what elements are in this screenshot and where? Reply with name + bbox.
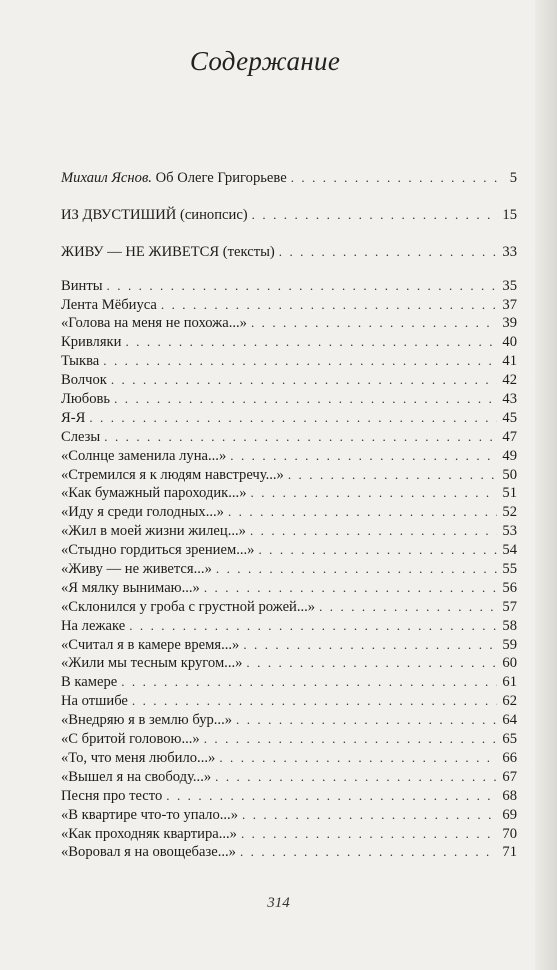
dot-leader xyxy=(111,371,497,390)
toc-entry-title: «Воровал я на овощебазе...» xyxy=(61,844,236,861)
dot-leader xyxy=(228,503,497,522)
toc-entry[interactable] xyxy=(61,541,517,560)
toc-entry-title: Любовь xyxy=(61,391,111,408)
toc-entry-page: 51 xyxy=(502,485,517,502)
toc-entry-page: 57 xyxy=(502,598,517,615)
page-edge xyxy=(535,0,557,970)
toc-entry[interactable] xyxy=(61,390,517,409)
dot-leader xyxy=(219,749,497,768)
dot-leader xyxy=(161,296,497,315)
toc-entry-title: Винты xyxy=(61,277,103,294)
dot-leader xyxy=(241,825,497,844)
dot-leader xyxy=(166,787,497,806)
toc-entry[interactable] xyxy=(61,371,517,390)
toc-entry[interactable] xyxy=(61,503,517,522)
toc-entry-page: 45 xyxy=(502,409,517,426)
toc-entry-title: «Живу — не живется...» xyxy=(61,561,212,578)
toc-entry-page: 61 xyxy=(502,674,517,691)
dot-leader xyxy=(251,484,498,503)
toc-entry-title: Об Олеге Григорьеве xyxy=(151,170,287,186)
toc-entry[interactable] xyxy=(61,654,517,673)
toc-entry-page: 62 xyxy=(502,693,517,710)
toc-entry-page: 50 xyxy=(502,466,517,483)
toc-entry-page: 35 xyxy=(502,277,517,294)
dot-leader xyxy=(240,843,497,862)
toc-entry-page: 56 xyxy=(502,579,517,596)
dot-leader xyxy=(204,730,497,749)
toc-entry-title: Тыква xyxy=(61,353,100,370)
toc-entry-page: 15 xyxy=(502,206,517,223)
toc-entry-title: «Склонился у гроба с грустной рожей...» xyxy=(61,598,316,615)
toc-entry[interactable] xyxy=(61,484,517,503)
toc-entry-page: 65 xyxy=(502,731,517,748)
toc-entry[interactable] xyxy=(61,711,517,730)
toc-entry[interactable] xyxy=(61,843,517,862)
toc-entry[interactable] xyxy=(61,692,517,711)
dot-leader xyxy=(236,711,497,730)
dot-leader xyxy=(319,598,497,617)
toc-entry-title: «Солнце заменила луна...» xyxy=(61,447,227,464)
toc-entry-title: В камере xyxy=(61,674,118,691)
toc-entry-title: «В квартире что-то упало...» xyxy=(61,806,239,823)
toc-entry-title: Кривляки xyxy=(61,334,122,351)
toc-entry-title: «Стыдно гордиться зрением...» xyxy=(61,542,255,559)
toc-entry-page: 49 xyxy=(502,447,517,464)
toc-entry-author: Михаил Яснов. xyxy=(61,170,152,186)
toc-entry-page: 54 xyxy=(502,542,517,559)
toc-entry-title: Песня про тесто xyxy=(61,787,163,804)
toc-entry-page: 55 xyxy=(502,561,517,578)
toc-entry-page: 68 xyxy=(502,787,517,804)
toc-entry-title: «С бритой головою...» xyxy=(61,731,200,748)
dot-leader xyxy=(252,206,497,225)
toc-entry[interactable] xyxy=(61,169,517,188)
toc-entry-page: 37 xyxy=(502,296,517,313)
toc-entry[interactable] xyxy=(61,296,517,315)
toc-entry[interactable] xyxy=(61,409,517,428)
toc-entry-page: 64 xyxy=(502,712,517,729)
dot-leader xyxy=(114,390,497,409)
toc-entry[interactable] xyxy=(61,825,517,844)
toc-entry-title: Слезы xyxy=(61,428,101,445)
dot-leader xyxy=(242,806,497,825)
toc-entry-page: 43 xyxy=(502,391,517,408)
dot-leader xyxy=(129,617,497,636)
toc-entry-title: «Стремился я к людям навстречу...» xyxy=(61,466,284,483)
dot-leader xyxy=(121,673,497,692)
toc-entry[interactable] xyxy=(61,730,517,749)
dot-leader xyxy=(246,654,497,673)
toc-entry[interactable] xyxy=(61,598,517,617)
dot-leader xyxy=(251,314,497,333)
dot-leader xyxy=(288,466,497,485)
toc-entry[interactable] xyxy=(61,277,517,296)
toc-entry[interactable] xyxy=(61,352,517,371)
toc-entry-page: 53 xyxy=(502,523,517,540)
toc-entry-title: На отшибе xyxy=(61,693,128,710)
toc-entry-page: 40 xyxy=(502,334,517,351)
toc-entry-page: 70 xyxy=(502,825,517,842)
toc-entry-page: 39 xyxy=(502,315,517,332)
toc-entry-page: 42 xyxy=(502,372,517,389)
dot-leader xyxy=(104,428,497,447)
toc-entry[interactable] xyxy=(61,447,517,466)
dot-leader xyxy=(279,243,497,262)
dot-leader xyxy=(107,277,497,296)
toc-entry-title: «Как бумажный пароходик...» xyxy=(61,485,247,502)
toc-entry-page: 47 xyxy=(502,428,517,445)
page-number: 314 xyxy=(267,895,290,911)
toc-entry-title: «Я мялку вынимаю...» xyxy=(61,579,200,596)
toc-entry[interactable] xyxy=(61,806,517,825)
dot-leader xyxy=(291,169,497,188)
toc-entry[interactable] xyxy=(61,466,517,485)
toc-entry-page: 59 xyxy=(502,636,517,653)
dot-leader xyxy=(230,447,497,466)
toc-entry-page: 69 xyxy=(502,806,517,823)
toc-entry-title: «Как проходняк квартира...» xyxy=(61,825,237,842)
toc-entry-title: «Считал я в камере время...» xyxy=(61,636,240,653)
toc-entry-title: ЖИВУ — НЕ ЖИВЕТСЯ (тексты) xyxy=(61,243,275,260)
toc-entry-page: 41 xyxy=(502,353,517,370)
toc-entry[interactable] xyxy=(61,243,517,262)
toc-entry[interactable] xyxy=(61,206,517,225)
dot-leader xyxy=(215,768,497,787)
toc-entry-page: 66 xyxy=(502,749,517,766)
toc-entry-title: Волчок xyxy=(61,372,107,389)
toc-entry[interactable] xyxy=(61,768,517,787)
toc-entry[interactable] xyxy=(61,314,517,333)
toc-entry-title: «Жили мы тесным кругом...» xyxy=(61,655,243,672)
dot-leader xyxy=(132,692,497,711)
toc-entry-title: На лежаке xyxy=(61,617,126,634)
toc-entry[interactable] xyxy=(61,787,517,806)
toc-entry-title: «Жил в моей жизни жилец...» xyxy=(61,523,246,540)
toc-entry-page: 71 xyxy=(502,844,517,861)
dot-leader xyxy=(204,579,497,598)
toc-entry-title: «То, что меня любило...» xyxy=(61,749,216,766)
toc-entry-title: «Вышел я на свободу...» xyxy=(61,768,212,785)
toc-entry-page: 60 xyxy=(502,655,517,672)
toc-entry[interactable] xyxy=(61,673,517,692)
toc-entry[interactable] xyxy=(61,749,517,768)
toc-entry-title: Лента Мёбиуса xyxy=(61,296,157,313)
toc-entry[interactable] xyxy=(61,560,517,579)
dot-leader xyxy=(250,522,497,541)
toc-entry-page: 67 xyxy=(502,768,517,785)
dot-leader xyxy=(258,541,497,560)
toc-entry[interactable] xyxy=(61,579,517,598)
toc-entry-page: 52 xyxy=(502,504,517,521)
toc-entry-title: Я-Я xyxy=(61,409,86,426)
toc-entry-page: 33 xyxy=(502,243,517,260)
dot-leader xyxy=(103,352,497,371)
dot-leader xyxy=(216,560,497,579)
toc-entry[interactable] xyxy=(61,428,517,447)
toc-entry[interactable] xyxy=(61,333,517,352)
table-of-contents xyxy=(61,169,517,862)
toc-entry-title: «Иду я среди голодных...» xyxy=(61,504,224,521)
dot-leader xyxy=(243,636,497,655)
toc-entry-title: «Внедряю я в землю бур...» xyxy=(61,712,233,729)
toc-entry[interactable] xyxy=(61,617,517,636)
toc-entry-page: 58 xyxy=(502,617,517,634)
toc-entry-page: 5 xyxy=(509,170,517,186)
toc-entry[interactable] xyxy=(61,636,517,655)
dot-leader xyxy=(89,409,497,428)
toc-entry-label xyxy=(61,169,287,188)
toc-entry[interactable] xyxy=(61,522,517,541)
page-title: Содержание xyxy=(189,46,341,76)
toc-entry-title: «Голова на меня не похожа...» xyxy=(61,315,247,332)
dot-leader xyxy=(125,333,497,352)
toc-entry-title: ИЗ ДВУСТИШИЙ (синопсис) xyxy=(61,206,248,223)
